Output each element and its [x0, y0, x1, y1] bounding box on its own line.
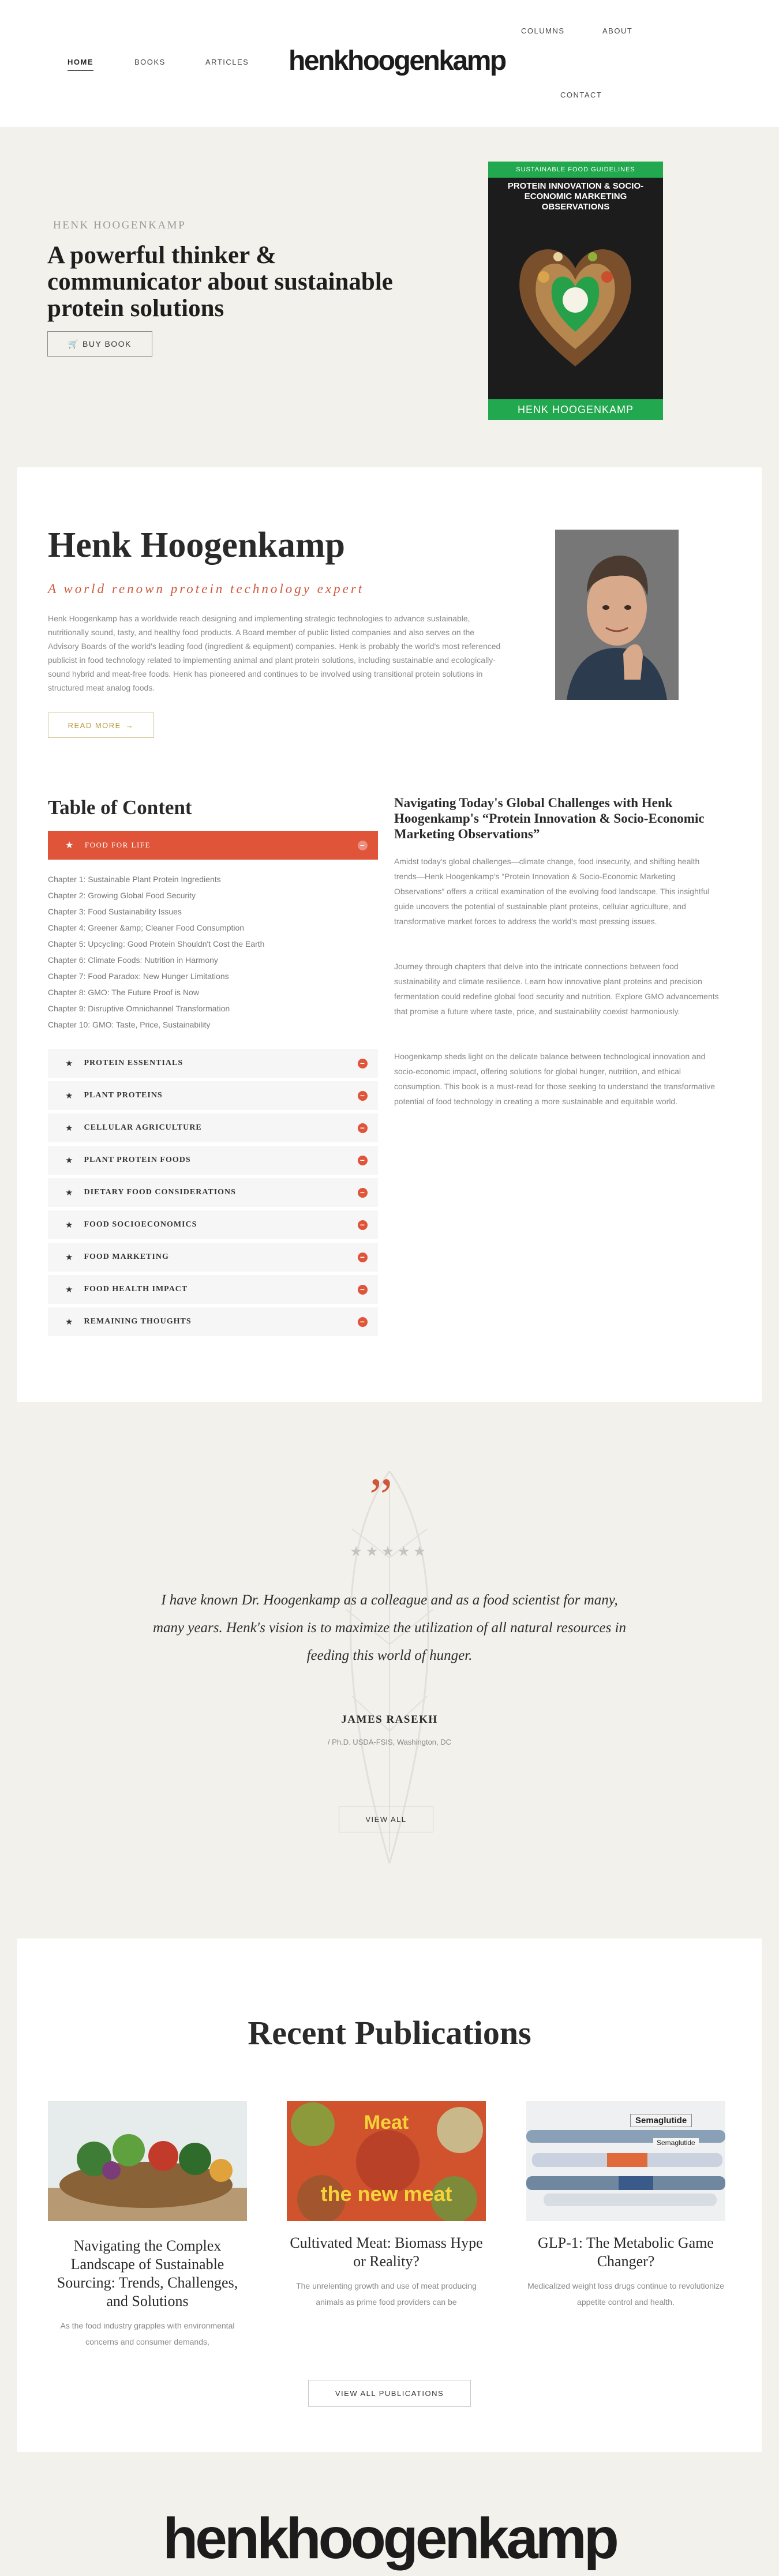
buy-book-label: BUY BOOK [83, 339, 132, 348]
testimonial-quote: I have known Dr. Hoogenkamp as a colleague and as a food scientist for many, many years. Henk's vision is to maximize the utilization of all natural resources in feeding this world of hunger. [152, 1592, 627, 1663]
publication-title[interactable]: Navigating the Complex Landscape of Sustainable Sourcing: Trends, Challenges, and Solutions [57, 2237, 238, 2309]
collapse-icon[interactable]: − [358, 1123, 368, 1133]
testimonial-author: JAMES RASEKH [341, 1713, 438, 1726]
toc-section-list [48, 1049, 378, 1340]
toc-section-label: DIETARY FOOD CONSIDERATIONS [84, 1188, 236, 1197]
star-icon: ★ [65, 1317, 74, 1327]
star-icon: ★ [65, 1220, 74, 1230]
publication-excerpt: Medicalized weight loss drugs continue to revolutionize appetite control and health. [527, 2281, 724, 2307]
heart-food-illustration [509, 222, 642, 384]
toc-section-label: FOOD HEALTH IMPACT [84, 1285, 188, 1293]
toc-section[interactable] [48, 1275, 378, 1304]
publication-card[interactable] [48, 2101, 247, 2350]
image-subheadline: the new meat [320, 2182, 452, 2206]
chapter-item: Chapter 5: Upcycling: Good Protein Shouldn't Cost the Earth [48, 939, 265, 948]
injection-pens-illustration [526, 2101, 725, 2221]
about-section [17, 467, 762, 1402]
nav-books[interactable]: BOOKS [134, 58, 166, 66]
toc-section[interactable] [48, 1243, 378, 1272]
image-headline: Meat [364, 2112, 409, 2133]
star-icon: ★ [65, 1059, 74, 1068]
nav-contact[interactable]: CONTACT [560, 91, 602, 99]
chapter-item: Chapter 10: GMO: Taste, Price, Sustainability [48, 1020, 211, 1029]
collapse-icon[interactable]: − [358, 1091, 368, 1101]
book-title: PROTEIN INNOVATION & SOCIO-ECONOMIC MARKETING OBSERVATIONS [507, 181, 644, 212]
intro-paragraph: Journey through chapters that delve into the intricate connections between food sustainability and climate resilience. Learn how innovative plant proteins and precision fermentation could redefine global food security and nutrition. Explore GMO advancements that promise a future where taste, price, and sustainability coexist harmoniously. [394, 962, 719, 1016]
chapter-item: Chapter 9: Disruptive Omnichannel Transformation [48, 1004, 230, 1013]
chapter-item: Chapter 6: Climate Foods: Nutrition in Harmony [48, 955, 218, 965]
star-icon: ★ [65, 841, 74, 850]
collapse-icon[interactable]: − [358, 841, 368, 850]
cart-icon: 🛒 [68, 339, 80, 348]
toc-heading: Table of Content [48, 796, 192, 819]
quote-icon: ” [369, 1468, 392, 1525]
intro-heading: Navigating Today's Global Challenges with Henk Hoogenkamp's “Protein Innovation & Socio-Economic Marketing Observations” [394, 796, 705, 841]
chapter-item: Chapter 3: Food Sustainability Issues [48, 907, 182, 916]
toc-section[interactable] [48, 1049, 378, 1078]
collapse-icon[interactable]: − [358, 1220, 368, 1230]
toc-active-section[interactable] [48, 831, 378, 860]
arrow-right-icon: → [125, 721, 134, 730]
read-more-button[interactable] [48, 713, 154, 738]
publication-card[interactable] [287, 2101, 486, 2310]
star-icon: ★ [65, 1188, 74, 1198]
book-series: SUSTAINABLE FOOD GUIDELINES [488, 162, 663, 178]
toc-section[interactable] [48, 1081, 378, 1110]
toc-section-label: PLANT PROTEINS [84, 1091, 163, 1100]
collapse-icon[interactable]: − [358, 1253, 368, 1262]
publication-title[interactable]: Cultivated Meat: Biomass Hype or Reality? [290, 2234, 483, 2270]
toc-section-label: REMAINING THOUGHTS [84, 1317, 192, 1326]
vegetable-basket-image [48, 2101, 247, 2221]
toc-section[interactable] [48, 1146, 378, 1175]
toc-section-label: FOOD MARKETING [84, 1253, 169, 1261]
star-icon: ★ [65, 1156, 74, 1165]
publications-heading: Recent Publications [248, 2014, 531, 2052]
rating-stars: ★★★★★ [350, 1544, 429, 1559]
testimonial-section [0, 1402, 779, 1938]
nav-articles[interactable]: ARTICLES [205, 58, 249, 66]
view-all-publications-button[interactable]: VIEW ALL PUBLICATIONS [308, 2380, 471, 2407]
cultivated-meat-image [287, 2101, 486, 2221]
hero-kicker: HENK HOOGENKAMP [53, 219, 186, 231]
site-header [0, 0, 779, 127]
toc-section-label: FOOD SOCIOECONOMICS [84, 1220, 197, 1229]
pen-label: Semaglutide [653, 2138, 699, 2147]
about-tagline: A world renown protein technology expert [48, 582, 365, 596]
nav-home[interactable]: HOME [68, 58, 93, 71]
toc-section-label: PLANT PROTEIN FOODS [84, 1156, 191, 1164]
star-icon: ★ [65, 1285, 74, 1295]
collapse-icon[interactable]: − [358, 1317, 368, 1327]
collapse-icon[interactable]: − [358, 1059, 368, 1068]
collapse-icon[interactable]: − [358, 1156, 368, 1165]
collapse-icon[interactable]: − [358, 1285, 368, 1295]
hero-title: A powerful thinker & communicator about sustainable protein solutions [47, 242, 393, 322]
book-cover[interactable] [488, 162, 663, 420]
toc-section[interactable] [48, 1210, 378, 1239]
chapter-item: Chapter 4: Greener &amp; Cleaner Food Consumption [48, 923, 245, 932]
star-icon: ★ [65, 1123, 74, 1133]
toc-section[interactable] [48, 1307, 378, 1336]
publication-card[interactable] [526, 2101, 725, 2310]
chapter-item: Chapter 7: Food Paradox: New Hunger Limitations [48, 972, 229, 981]
read-more-label: READ MORE [68, 721, 121, 730]
toc-active-label: FOOD FOR LIFE [84, 841, 151, 849]
publication-title[interactable]: GLP-1: The Metabolic Game Changer? [538, 2234, 714, 2270]
author-portrait [555, 530, 679, 700]
injection-pens-image [526, 2101, 725, 2221]
chapter-list [48, 871, 378, 1033]
intro-paragraph: Hoogenkamp sheds light on the delicate balance between technological innovation and socio-economic impact, offering solutions for global hunger, nutrition, and ethical consumption. This book is a must-read for those seeking to understand the transformative potential of food technology in creating a more sustainable and equitable world. [394, 1052, 716, 1106]
toc-section-label: PROTEIN ESSENTIALS [84, 1059, 183, 1067]
about-name: Henk Hoogenkamp [48, 526, 346, 565]
site-footer [0, 2452, 779, 2576]
hero-section [0, 127, 779, 467]
footer-logo[interactable]: henkhoogenkamp [163, 2506, 616, 2571]
chapter-item: Chapter 1: Sustainable Plant Protein Ingredients [48, 875, 221, 884]
nav-columns[interactable]: COLUMNS [521, 27, 565, 35]
chapter-item: Chapter 2: Growing Global Food Security [48, 891, 196, 900]
star-icon: ★ [65, 1253, 74, 1262]
about-bio: Henk Hoogenkamp has a worldwide reach designing and implementing strategic technologies to advance sustainable, nutritionally sound, tasty, and healthy food products. A Board member of public listed companies and also serves on the Advisory Boards of the world's leading food (ingredient & equipment) companies. Henk is probably the world's most referenced publicist in food technology related to implementing animal and plant protein solutions, including sustainable and ecologically-sound hybrid and meat-free foods. Henk has pioneered and continues to be involved using transitional protein solutions in structured meat analog foods. [48, 614, 501, 692]
testimonial-role: / Ph.D. USDA-FSIS, Washington, DC [327, 1738, 452, 1746]
nav-about[interactable]: ABOUT [602, 27, 633, 35]
publications-section [17, 1938, 762, 2452]
site-logo[interactable]: henkhoogenkamp [289, 46, 505, 76]
view-all-testimonials-button[interactable]: VIEW ALL [339, 1806, 433, 1832]
toc-section-label: CELLULAR AGRICULTURE [84, 1123, 202, 1132]
toc-section[interactable] [48, 1113, 378, 1142]
publication-excerpt: As the food industry grapples with environmental concerns and consumer demands, [60, 2321, 235, 2346]
star-icon: ★ [65, 1091, 74, 1101]
book-author: HENK HOOGENKAMP [488, 399, 663, 420]
collapse-icon[interactable]: − [358, 1188, 368, 1198]
publication-excerpt: The unrelenting growth and use of meat producing animals as prime food providers can be [296, 2281, 477, 2307]
buy-book-button[interactable] [47, 331, 152, 357]
chapter-item: Chapter 8: GMO: The Future Proof is Now [48, 988, 199, 997]
pen-label: Semaglutide [630, 2114, 692, 2127]
toc-section[interactable] [48, 1178, 378, 1207]
intro-paragraph: Amidst today's global challenges—climate change, food insecurity, and shifting health trends—Henk Hoogenkamp's “Protein Innovation & Socio-Economic Marketing Observations” offers a critical examination of the evolving food landscape. This insightful guide uncovers the potential of sustainable plant proteins, cellular agriculture, and transformative market forces to address the world's most pressing issues. [394, 857, 710, 926]
